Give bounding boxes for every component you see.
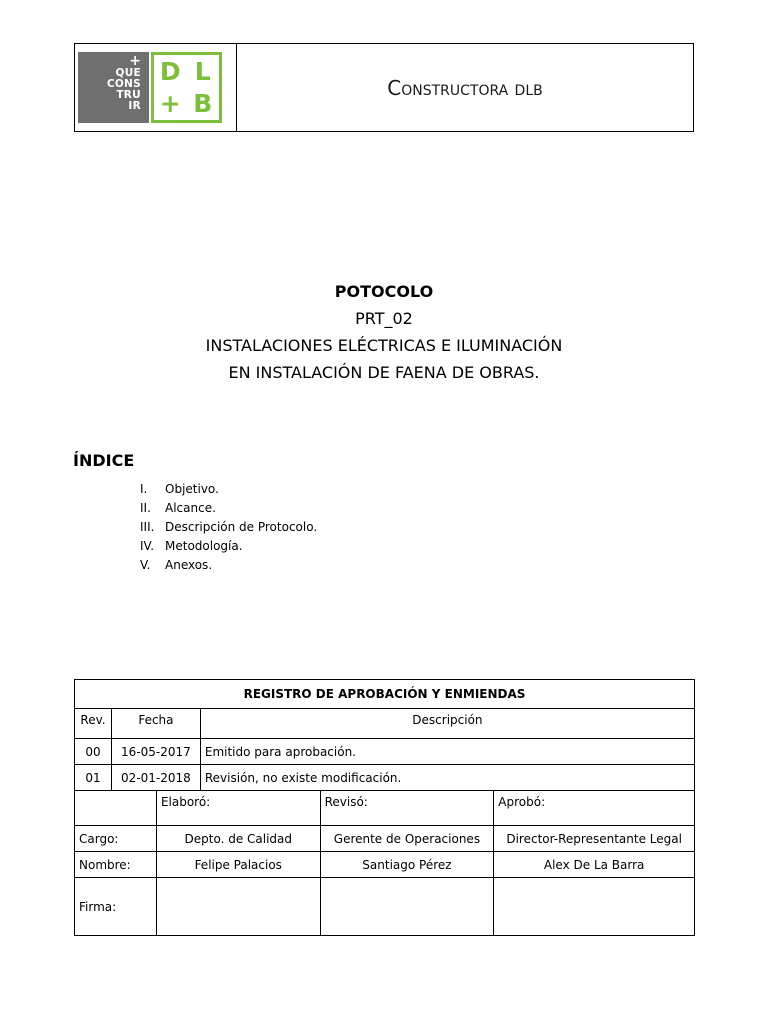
index-item [130, 499, 317, 518]
index-item [130, 480, 317, 499]
index-label: Objetivo. [165, 482, 219, 496]
index-label: Metodología. [165, 539, 243, 553]
index-number: V. [140, 558, 151, 572]
logo-letter: + [159, 89, 181, 119]
index-label: Alcance. [165, 501, 216, 515]
protocol-code: PRT_02 [355, 309, 413, 328]
logo-word: TRU [116, 89, 141, 101]
table-row [75, 791, 695, 826]
table-row [75, 852, 695, 878]
index-item [130, 556, 317, 575]
nombre-reviso: Santiago Pérez [320, 852, 494, 878]
index-label: Descripción de Protocolo. [165, 520, 318, 534]
table-row [75, 826, 695, 852]
protocol-subject-cont: EN INSTALACIÓN DE FAENA DE OBRAS. [228, 363, 540, 382]
table-row [75, 680, 695, 709]
index-number: I. [140, 482, 148, 496]
logo-letter: D [159, 56, 181, 86]
firma-reviso-field [320, 878, 494, 936]
dlb-logo-letters [154, 55, 219, 120]
cargo-aprobo: Director-Representante Legal [494, 826, 695, 852]
index-number: II. [140, 501, 151, 515]
nombre-label: Nombre: [75, 852, 157, 878]
registry-title: REGISTRO DE APROBACIÓN Y ENMIENDAS [75, 680, 695, 709]
index-item [130, 537, 317, 556]
company-name: Constructora dlb [387, 75, 543, 100]
logo-word: IR [128, 100, 141, 112]
logo-letter: B [193, 89, 213, 119]
role-elaboro: Elaboró: [156, 791, 320, 826]
logo-letter: L [194, 56, 211, 86]
rev-cell: 01 [75, 765, 112, 791]
protocol-title [0, 278, 768, 386]
index-item [130, 518, 317, 537]
fecha-cell: 16-05-2017 [111, 739, 200, 765]
index-heading: ÍNDICE [73, 451, 135, 470]
nombre-aprobo: Alex De La Barra [494, 852, 695, 878]
descripcion-cell: Emitido para aprobación. [200, 739, 694, 765]
table-row [75, 765, 695, 791]
table-row [75, 709, 695, 739]
index-number: IV. [140, 539, 155, 553]
role-reviso: Revisó: [320, 791, 494, 826]
logo-word: QUE [115, 67, 141, 79]
blank-cell [75, 791, 157, 826]
logo-word: CONS [106, 78, 141, 90]
firma-aprobo-field [494, 878, 695, 936]
index-label: Anexos. [165, 558, 213, 572]
logo-plus: + [129, 53, 141, 69]
descripcion-cell: Revisión, no existe modificación. [200, 765, 694, 791]
dlb-logo [151, 52, 222, 123]
protocol-subject: INSTALACIONES ELÉCTRICAS E ILUMINACIÓN [205, 336, 563, 355]
logo-words [107, 68, 141, 112]
queconstruir-logo [78, 52, 149, 123]
index-list [130, 480, 317, 575]
cargo-label: Cargo: [75, 826, 157, 852]
index-number: III. [140, 520, 155, 534]
header-descripcion: Descripción [200, 709, 694, 739]
document-header [74, 43, 694, 132]
firma-elaboro-field [156, 878, 320, 936]
logo-cell [75, 44, 237, 131]
approval-registry-table [74, 679, 695, 936]
header-rev: Rev. [75, 709, 112, 739]
rev-cell: 00 [75, 739, 112, 765]
cargo-reviso: Gerente de Operaciones [320, 826, 494, 852]
firma-label: Firma: [75, 878, 157, 936]
protocol-type: POTOCOLO [334, 282, 434, 301]
nombre-elaboro: Felipe Palacios [156, 852, 320, 878]
table-row [75, 878, 695, 936]
header-fecha: Fecha [111, 709, 200, 739]
cargo-elaboro: Depto. de Calidad [156, 826, 320, 852]
fecha-cell: 02-01-2018 [111, 765, 200, 791]
role-aprobo: Aprobó: [494, 791, 695, 826]
table-row [75, 739, 695, 765]
